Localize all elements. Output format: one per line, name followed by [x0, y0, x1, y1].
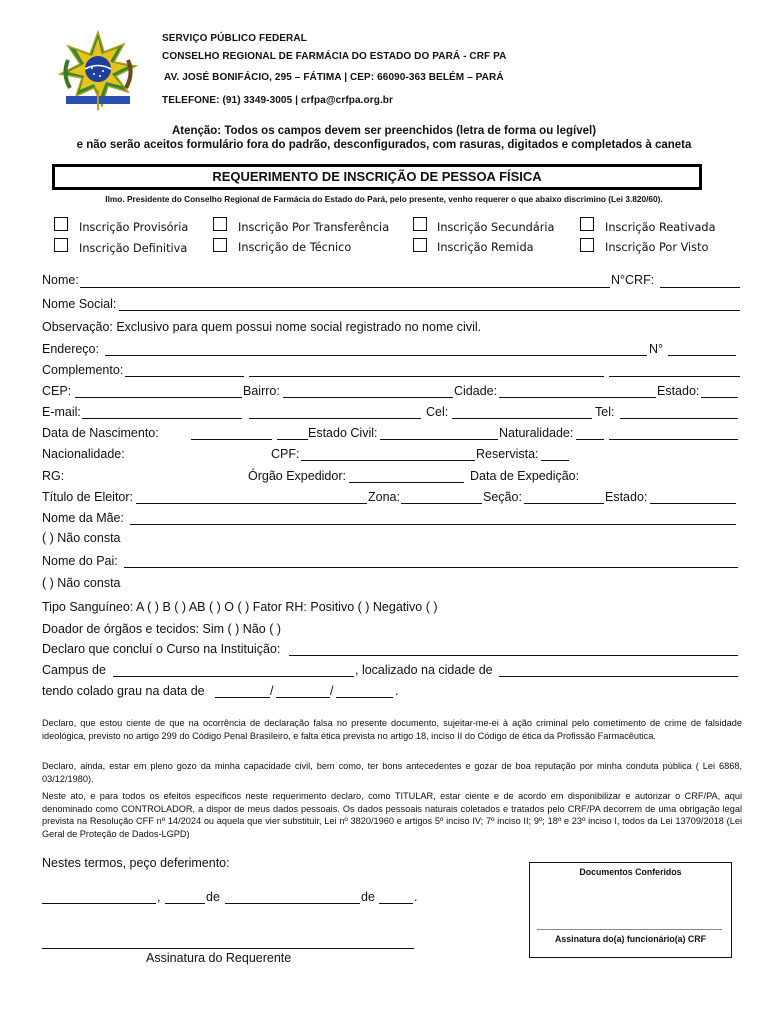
label-de-2: de	[361, 890, 375, 904]
input-email-a[interactable]	[82, 418, 242, 419]
label-nome-social: Nome Social:	[42, 297, 117, 311]
label-secao: Seção:	[483, 490, 522, 504]
input-endereco[interactable]	[105, 355, 647, 356]
checkbox-visto[interactable]	[580, 238, 594, 252]
input-numero[interactable]	[668, 355, 736, 356]
label-cep: CEP:	[42, 384, 72, 398]
label-cpf: CPF:	[271, 447, 300, 461]
label-reservista: Reservista:	[476, 447, 539, 461]
option-label-visto: Inscrição Por Visto	[605, 241, 709, 254]
label-estado-titulo: Estado:	[605, 490, 648, 504]
comma-separator: ,	[157, 890, 161, 904]
label-data-nascimento: Data de Nascimento:	[42, 426, 159, 440]
declaration-lgpd: Neste ato, e para todos os efeitos específicos neste requerimento declaro, como TITULAR, estar ciente e de acordo em disponibilizar e autorizar o CRF/PA, aqui denominado como CONTROLADOR, a dispor de meus dados pessoais. Os dados pessoais naturais coletados e tratados pelo CRF/PA decorrem de uma obrigação legal prevista na Resolução CFF nº 14/2024 ou aquela que vier substituir, Lei nº 3820/1960 e artigos 5º inciso IV; 7º inciso II; 9º; 18º e 23º inciso I, todos da Lei 13709/2018 (Lei Geral de Proteção de Dados-LGPD)	[42, 791, 742, 839]
label-email: E-mail:	[42, 405, 81, 419]
header-address: AV. JOSÉ BONIFÁCIO, 295 – FÁTIMA | CEP: 66090-363 BELÉM – PARÁ	[164, 72, 504, 83]
input-nome[interactable]	[80, 287, 610, 288]
option-label-remida: Inscrição Remida	[437, 241, 534, 254]
date-end-dot: .	[395, 684, 399, 698]
label-nome-pai: Nome do Pai:	[42, 554, 118, 568]
input-nome-mae[interactable]	[130, 524, 736, 525]
label-cidade: Cidade:	[454, 384, 498, 398]
label-nome: Nome:	[42, 273, 79, 287]
label-tel: Tel:	[595, 405, 615, 419]
input-complemento-c[interactable]	[609, 376, 740, 377]
checkbox-tecnico[interactable]	[213, 238, 227, 252]
input-data-nascimento-a[interactable]	[191, 439, 272, 440]
attention-line-1: Atenção: Todos os campos devem ser preenchidos (letra de forma ou legível)	[171, 125, 597, 137]
input-ncrf[interactable]	[660, 287, 740, 288]
input-titulo-eleitor[interactable]	[136, 503, 367, 504]
input-cpf[interactable]	[301, 460, 475, 461]
label-numero: N°	[649, 342, 664, 356]
label-localizado: , localizado na cidade de	[355, 663, 493, 677]
label-rg: RG:	[42, 469, 65, 483]
label-complemento: Complemento:	[42, 363, 124, 377]
label-endereco: Endereço:	[42, 342, 99, 356]
input-reservista[interactable]	[541, 460, 569, 461]
input-dia[interactable]	[165, 903, 205, 904]
declaration-capacidade: Declaro, ainda, estar em pleno gozo da minha capacidade civil, bem como, ter bons antecedentes e gozar de boa reputação por minha conduta pública ( Lei 6868, 03/12/1980).	[42, 761, 742, 784]
form-subtitle: Ilmo. Presidente do Conselho Regional de Farmácia do Estado do Pará, pelo presente, venho requerer o que abaixo discrimino (Lei 3.820/60).	[105, 194, 663, 204]
label-nome-mae: Nome da Mãe:	[42, 511, 124, 525]
input-bairro[interactable]	[283, 397, 453, 398]
doador-orgaos[interactable]: Doador de órgãos e tecidos: Sim ( ) Não ( )	[42, 622, 281, 636]
label-campus: Campus de	[42, 663, 106, 677]
input-mes[interactable]	[225, 903, 360, 904]
input-cidade-campus[interactable]	[499, 676, 738, 677]
label-naturalidade: Naturalidade:	[499, 426, 574, 440]
declaration-falsidade: Declaro, que estou ciente de que na ocorrência de declaração falsa no presente documento, sujeitar-me-ei à ação criminal pelo cometimento de crime de falsidade ideológica, previsto no artigo 299 do Código Penal Brasileiro, e falta ética prevista no artigo 18, inciso II do Código de ética da Profissão Farmacêutica.	[42, 718, 742, 741]
label-cel: Cel:	[426, 405, 449, 419]
tipo-sanguineo[interactable]: Tipo Sanguíneo: A ( ) B ( ) AB ( ) O ( ) Fator RH: Positivo ( ) Negativo ( )	[42, 600, 438, 614]
input-secao[interactable]	[524, 503, 604, 504]
input-local[interactable]	[42, 903, 156, 904]
label-de-1: de	[206, 890, 220, 904]
input-instituicao[interactable]	[289, 655, 738, 656]
input-campus[interactable]	[113, 676, 354, 677]
checkbox-transferencia[interactable]	[213, 217, 227, 231]
input-complemento-a[interactable]	[125, 376, 244, 377]
checkbox-secundaria[interactable]	[413, 217, 427, 231]
option-label-secundaria: Inscrição Secundária	[437, 221, 555, 234]
input-cidade[interactable]	[499, 397, 656, 398]
attention-line-2: e não serão aceitos formulário fora do padrão, desconfigurados, com rasuras, digitados e completados à caneta	[76, 139, 692, 151]
date-separator-2: /	[330, 684, 334, 698]
signature-line-requerente[interactable]	[42, 948, 414, 949]
input-ano[interactable]	[379, 903, 413, 904]
closing-dot: .	[414, 890, 418, 904]
input-estado-civil[interactable]	[380, 439, 498, 440]
input-cep[interactable]	[75, 397, 242, 398]
documentos-conferidos-title: Documentos Conferidos	[579, 867, 682, 877]
label-nacionalidade: Nacionalidade:	[42, 447, 125, 461]
input-tel[interactable]	[620, 418, 738, 419]
label-colado-grau: tendo colado grau na data de	[42, 684, 205, 698]
input-nome-pai[interactable]	[124, 567, 738, 568]
option-label-tecnico: Inscrição de Técnico	[238, 241, 352, 254]
input-nome-social[interactable]	[119, 310, 740, 311]
coat-of-arms-emblem	[52, 30, 144, 112]
header-council: CONSELHO REGIONAL DE FARMÁCIA DO ESTADO DO PARÁ - CRF PA	[162, 51, 507, 62]
label-estado-civil: Estado Civil:	[308, 426, 378, 440]
option-label-definitiva: Inscrição Definitiva	[79, 242, 188, 255]
input-colacao-mes[interactable]	[276, 697, 330, 698]
checkbox-reativada[interactable]	[580, 217, 594, 231]
form-title: REQUERIMENTO DE INSCRIÇÃO DE PESSOA FÍSICA	[52, 164, 702, 190]
date-separator-1: /	[270, 684, 274, 698]
input-colacao-ano[interactable]	[336, 697, 393, 698]
input-colacao-dia[interactable]	[215, 697, 270, 698]
checkbox-remida[interactable]	[413, 238, 427, 252]
termos-text: Nestes termos, peço deferimento:	[42, 856, 230, 870]
input-complemento-b[interactable]	[249, 376, 604, 377]
input-cel[interactable]	[452, 418, 592, 419]
label-titulo-eleitor: Título de Eleitor:	[42, 490, 134, 504]
input-estado-titulo[interactable]	[650, 503, 736, 504]
option-label-provisoria: Inscrição Provisória	[79, 221, 189, 234]
nao-consta-mae[interactable]: ( ) Não consta	[42, 531, 121, 545]
input-orgao-expedidor[interactable]	[349, 482, 464, 483]
header-service: SERVIÇO PÚBLICO FEDERAL	[162, 33, 307, 44]
observacao-text: Observação: Exclusivo para quem possui nome social registrado no nome civil.	[42, 320, 482, 334]
input-naturalidade-a[interactable]	[576, 439, 604, 440]
signature-label-funcionario: Assinatura do(a) funcionário(a) CRF	[554, 934, 707, 944]
label-zona: Zona:	[368, 490, 400, 504]
label-curso: Declaro que concluí o Curso na Instituição:	[42, 642, 281, 656]
checkbox-provisoria[interactable]	[54, 217, 68, 231]
label-estado: Estado:	[657, 384, 700, 398]
input-estado[interactable]	[701, 397, 738, 398]
input-email-b[interactable]	[249, 418, 421, 419]
label-bairro: Bairro:	[243, 384, 280, 398]
input-naturalidade-b[interactable]	[609, 439, 738, 440]
option-label-reativada: Inscrição Reativada	[605, 221, 716, 234]
label-ncrf: N°CRF:	[611, 273, 655, 287]
signature-line-funcionario[interactable]	[537, 929, 722, 930]
label-orgao-expedidor: Órgão Expedidor:	[248, 469, 346, 483]
input-data-nascimento-b[interactable]	[277, 439, 308, 440]
checkbox-definitiva[interactable]	[54, 238, 68, 252]
option-label-transferencia: Inscrição Por Transferência	[238, 221, 390, 234]
input-zona[interactable]	[401, 503, 482, 504]
header-contact: TELEFONE: (91) 3349-3005 | crfpa@crfpa.org.br	[162, 95, 394, 106]
signature-label-requerente: Assinatura do Requerente	[146, 951, 292, 965]
label-data-expedicao: Data de Expedição:	[470, 469, 580, 483]
nao-consta-pai[interactable]: ( ) Não consta	[42, 576, 121, 590]
